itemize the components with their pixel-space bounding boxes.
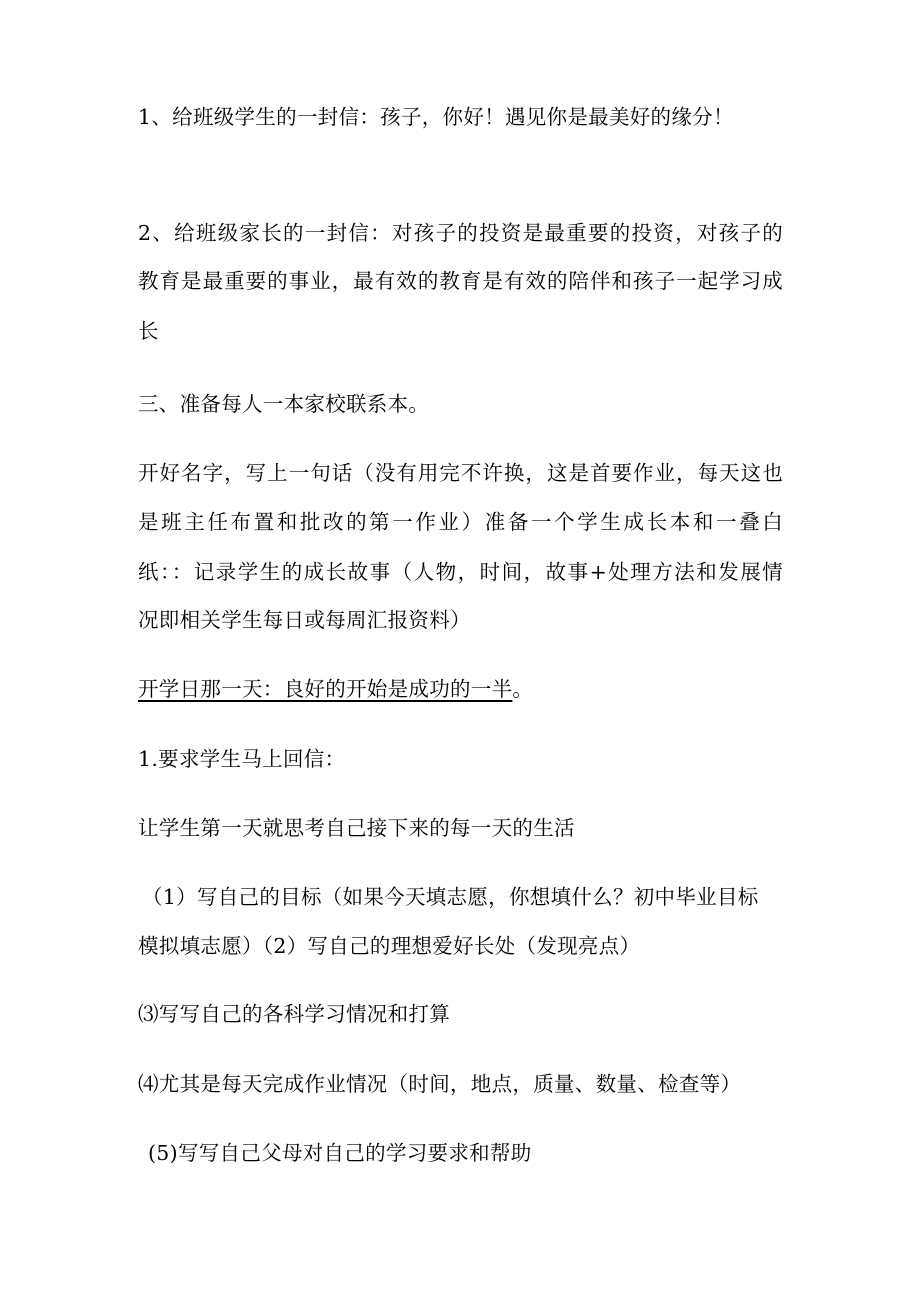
goals-line-2: 模拟填志愿）（2）写自己的理想爱好长处（发现亮点） xyxy=(138,934,641,958)
letter-to-parents-line-3: 长 xyxy=(138,319,159,343)
naming-paragraph-line-2: 是班主任布置和批改的第一作业）准备一个学生成长本和一叠白 xyxy=(138,510,783,534)
letter-to-parents-line-2: 教育是最重要的事业，最有效的教育是有效的陪伴和孩子一起学习成 xyxy=(138,269,783,293)
goals-line-1: （1）写自己的目标（如果今天填志愿，你想填什么？初中毕业目标 xyxy=(142,885,759,909)
opening-day-heading-text: 开学日那一天：良好的开始是成功的一半 xyxy=(138,677,513,701)
naming-paragraph-line-1: 开好名字，写上一句话（没有用完不许换，这是首要作业，每天这也 xyxy=(138,461,783,485)
opening-day-period: 。 xyxy=(512,677,534,701)
opening-day-heading xyxy=(138,674,533,704)
naming-paragraph-line-3: 纸：：记录学生的成长故事（人物，时间，故事+处理方法和发展情 xyxy=(138,560,783,584)
letter-to-parents-line-1: 2、给班级家长的一封信：对孩子的投资是最重要的投资，对孩子的 xyxy=(138,221,783,245)
item-5-parents: (5)写写自己父母对自己的学习要求和帮助 xyxy=(148,1141,532,1165)
letter-to-students: 1、给班级学生的一封信：孩子，你好！遇见你是最美好的缘分！ xyxy=(138,105,734,129)
naming-paragraph-line-4: 况即相关学生每日或每周汇报资料） xyxy=(138,608,471,632)
think-line: 让学生第一天就思考自己接下来的每一天的生活 xyxy=(138,816,575,840)
section-three-heading: 三、准备每人一本家校联系本。 xyxy=(138,392,430,416)
item-reply-letter: 1.要求学生马上回信： xyxy=(138,747,346,771)
item-3-study-plans: ⑶写写自己的各科学习情况和打算 xyxy=(138,1002,450,1026)
item-4-homework: ⑷尤其是每天完成作业情况（时间，地点，质量、数量、检查等） xyxy=(138,1072,742,1096)
